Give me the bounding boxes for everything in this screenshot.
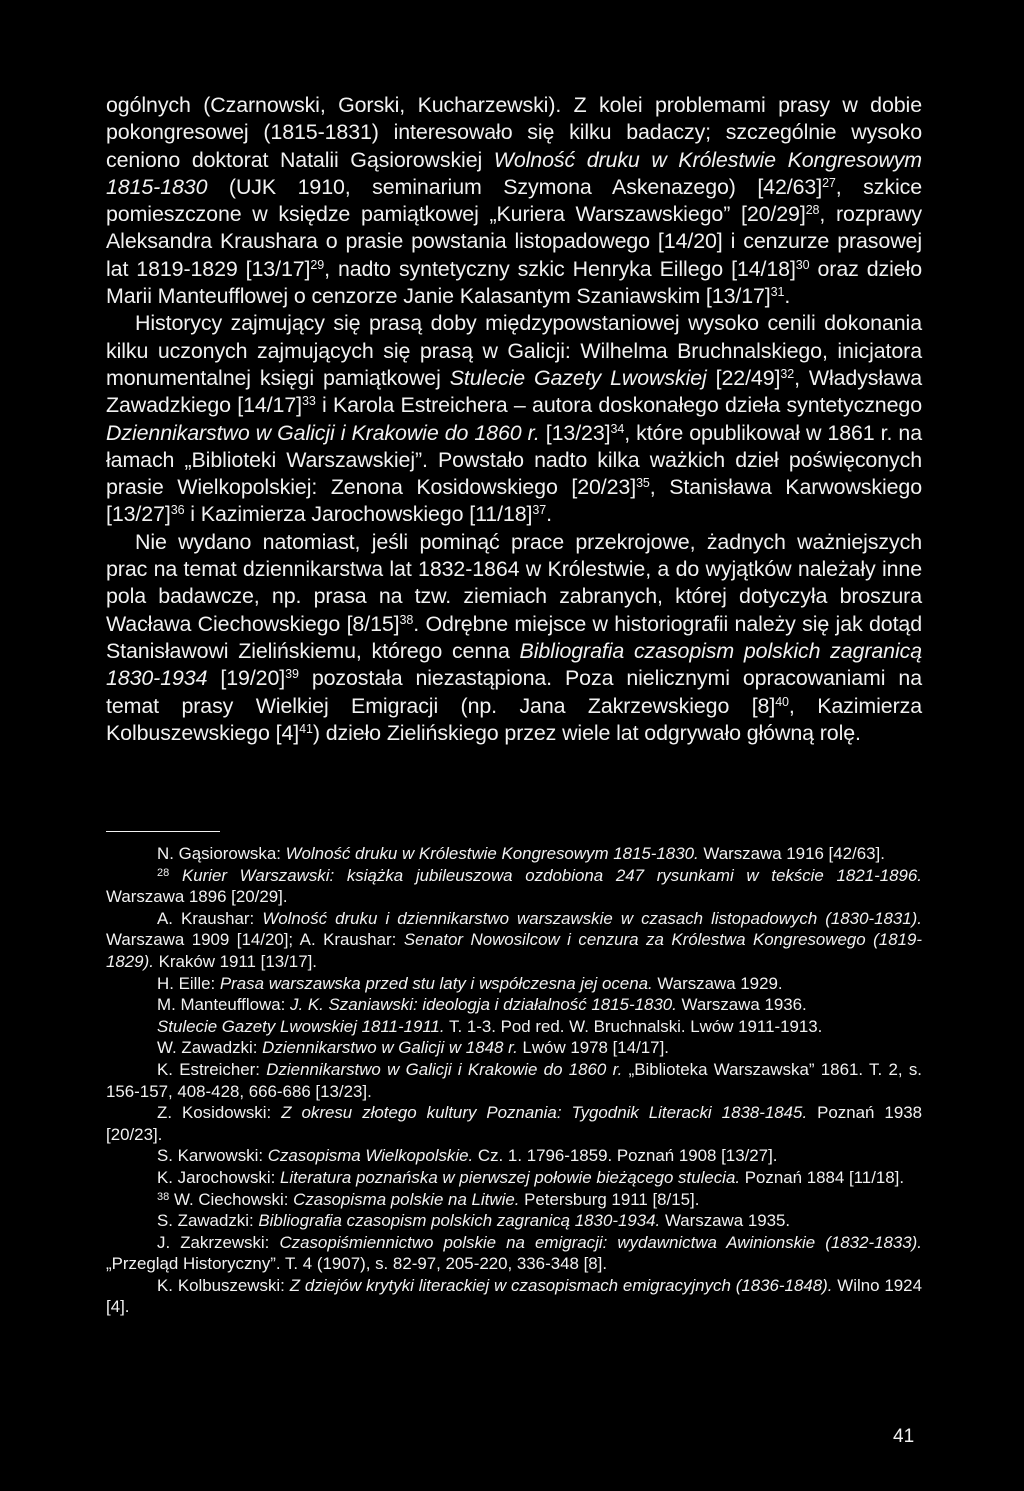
footnote [106, 1102, 922, 1145]
italic-title: Literatura poznańska w pierwszej połowie bieżącego stulecia. [279, 1167, 741, 1187]
body-text [106, 92, 922, 747]
italic-title: Z dziejów krytyki literackiej w czasopismach emigracyjnych (1836-1848). [289, 1275, 833, 1295]
text-run: (UJK 1910, seminarium Szymona Askenazego) [42/63] [207, 174, 823, 199]
text-run: . Odrębne miejsce w historiografii należy się jak dotąd Stanisławowi Zielińskiemu, którego cenna [106, 611, 923, 663]
footnote-ref: 29 [310, 257, 325, 272]
footnote [106, 1167, 922, 1189]
text-run: Petersburg 1911 [8/15]. [519, 1189, 700, 1209]
page-number: 41 [893, 1426, 915, 1447]
text-run: Warszawa 1929. [652, 973, 783, 993]
text-run: W. Ciechowski: [169, 1189, 294, 1209]
footnote-ref: 39 [285, 667, 299, 682]
text-run: K. Kolbuszewski: [157, 1275, 290, 1295]
italic-title: J. K. Szaniawski: ideologja i działalność 1815-1830. [290, 995, 677, 1015]
footnote-ref: 34 [610, 421, 625, 436]
text-run: , Stanisława Karwowskiego [13/27] [106, 475, 922, 527]
text-run: , które opublikował w 1861 r. na łamach „Biblioteki Warszawskiej”. Powstało nadto kilka ważkich dzieł poświęconych prasie Wielkopolskiej: Zenona Kosidowskiego [20/23] [106, 420, 923, 500]
text-run: A. Kraushar: [157, 908, 263, 928]
paragraph [106, 310, 922, 528]
footnote-marker: 28 [157, 866, 170, 879]
text-run: Historycy zajmujący się prasą doby międzypowstaniowej wysoko cenili dokonania kilku uczonych zajmujących się prasą w Galicji: Wilhelma Bruchnalskiego, inicjatora monumentalnej księgi pamiątkowej [106, 311, 922, 390]
text-run: K. Estreicher: [157, 1059, 267, 1079]
footnote-ref: 35 [636, 476, 650, 491]
text-run: . [784, 284, 791, 309]
footnote [106, 843, 922, 865]
footnote-ref: 40 [775, 694, 789, 709]
footnote [106, 994, 922, 1016]
footnote-marker: 38 [157, 1190, 170, 1203]
text-run: S. Zawadzki: [157, 1211, 259, 1231]
text-run: M. Manteufflowa: [157, 995, 290, 1015]
italic-title: Stulecie Gazety Lwowskiej [449, 365, 707, 390]
footnote [106, 1059, 922, 1102]
footnote-ref: 28 [805, 203, 820, 218]
text-run: Wilno 1924 [4]. [106, 1275, 922, 1317]
italic-title: Dziennikarstwo w Galicji w 1848 r. [262, 1038, 518, 1058]
text-run: N. Gąsiorowska: [157, 844, 286, 863]
italic-title: Dziennikarstwo w Galicji i Krakowie do 1860 r. [106, 420, 540, 445]
text-run: [19/20] [207, 666, 286, 691]
footnote [106, 1275, 922, 1318]
text-run: ogólnych (Czarnowski, Gorski, Kucharzewski). Z kolei problemami prasy w dobie pokongresowej (1815-1831) interesowało się kilku badaczy; szczególnie wysoko ceniono doktorat Natalii Gąsiorowskiej [106, 93, 922, 172]
italic-title: Wolność druku w Królestwie Kongresowym 1815-1830 [106, 147, 923, 199]
text-run: Nie wydano natomiast, jeśli pominąć prace przekrojowe, żadnych ważniejszych prac na temat dziennikarstwa lat 1832-1864 w Królestwie, a do wyjątków należały inne pola badawcze, np. prasa na tzw. ziemiach zabranych, której dotyczyła broszura Wacława Ciechowskiego [8/15] [106, 529, 922, 636]
footnotes [106, 843, 922, 1318]
text-run: , Władysława Zawadzkiego [14/17] [106, 365, 922, 418]
text-run: , rozprawy Aleksandra Kraushara o prasie powstania listopadowego [14/20] i cenzurze prasowej lat 1819-1829 [13/17] [106, 202, 922, 281]
paragraph [106, 529, 922, 747]
footnote [106, 1232, 922, 1275]
text-run: „Biblioteka Warszawska” 1861. T. 2, s. 156-157, 408-428, 666-686 [13/23]. [106, 1059, 922, 1101]
text-run: K. Jarochowski: [157, 1167, 280, 1187]
italic-title: Bibliografia czasopism polskich zagranicą 1830-1934 [106, 638, 923, 691]
text-run: W. Zawadzki: [157, 1038, 263, 1058]
footnote-ref: 32 [780, 366, 795, 381]
footnote [106, 973, 922, 995]
italic-title: Wolność druku i dziennikarstwo warszawskie w czasach listopadowych (1830-1831). [262, 908, 922, 928]
text-run: [13/23] [539, 420, 611, 445]
italic-title: Prasa warszawska przed stu laty i współczesna jej ocena. [219, 973, 653, 993]
footnote [106, 1037, 922, 1059]
italic-title: Czasopisma polskie na Litwie. [293, 1189, 520, 1209]
text-run: Warszawa 1909 [14/20]; A. Kraushar: [106, 930, 404, 950]
italic-title: Stulecie Gazety Lwowskiej 1811-1911. [157, 1016, 445, 1036]
text-run: . [546, 502, 552, 527]
text-run: T. 1-3. Pod red. W. Bruchnalski. Lwów 1911-1913. [444, 1016, 823, 1036]
text-run: Warszawa 1916 [42/63]. [698, 844, 885, 863]
footnote [106, 908, 922, 973]
text-run: Z. Kosidowski: [157, 1103, 282, 1123]
text-run: Lwów 1978 [14/17]. [517, 1038, 669, 1058]
text-run [169, 866, 182, 885]
text-run: Poznań 1938 [20/23]. [106, 1103, 923, 1144]
text-run: ) dzieło Zielińskiego przez wiele lat odgrywało główną rolę. [312, 720, 861, 745]
footnote-ref: 38 [399, 612, 414, 627]
text-run: „Przegląd Historyczny”. T. 4 (1907), s. 82-97, 205-220, 336-348 [8]. [106, 1254, 608, 1274]
footnote [106, 1189, 922, 1211]
text-run: Warszawa 1896 [20/29]. [106, 887, 288, 907]
footnote-ref: 27 [822, 175, 836, 190]
text-run: , Kazimierza Kolbuszewskiego [4] [106, 693, 922, 745]
footnote-ref: 31 [770, 285, 785, 300]
text-run: Warszawa 1935. [660, 1211, 791, 1231]
text-run: Kraków 1911 [13/17]. [153, 951, 317, 971]
text-run: i Kazimierza Jarochowskiego [11/18] [184, 502, 533, 527]
text-run: H. Eille: [157, 973, 220, 993]
footnote-ref: 37 [532, 503, 547, 518]
text-run: Warszawa 1936. [676, 995, 807, 1015]
italic-title: Czasopiśmiennictwo polskie na emigracji: wydawnictwa Awinionskie (1832-1833). [279, 1232, 922, 1252]
text-run: J. Zakrzewski: [157, 1232, 280, 1252]
footnote-separator [106, 831, 220, 832]
text-run: Cz. 1. 1796-1859. Poznań 1908 [13/27]. [473, 1146, 778, 1166]
text-run: S. Karwowski: [157, 1146, 268, 1166]
italic-title: Wolność druku w Królestwie Kongresowym 1815-1830. [285, 844, 699, 863]
text-run: , nadto syntetyczny szkic Henryka Eillego [14/18] [324, 256, 796, 281]
footnote-ref: 36 [170, 503, 185, 518]
italic-title: Dziennikarstwo w Galicji i Krakowie do 1860 r. [266, 1059, 623, 1079]
text-run: i Karola Estreichera – autora doskonałego dzieła syntetycznego [315, 393, 922, 418]
text-run: [22/49] [706, 365, 781, 390]
text-run: pozostała niezastąpiona. Poza nielicznymi opracowaniami na temat prasy Wielkiej Emigracji (np. Jana Zakrzewskiego [8] [106, 666, 922, 718]
footnote [106, 1210, 922, 1232]
paragraph [106, 92, 922, 310]
italic-title: Kurier Warszawski: książka jubileuszowa ozdobiona 247 rysunkami w tekście 1821-1896. [181, 865, 922, 885]
footnote-ref: 30 [795, 257, 810, 272]
italic-title: Czasopisma Wielkopolskie. [267, 1146, 474, 1166]
footnote [106, 865, 922, 908]
footnote [106, 1145, 922, 1167]
footnote-ref: 41 [299, 721, 313, 736]
italic-title: Z okresu złotego kultury Poznania: Tygodnik Literacki 1838-1845. [281, 1103, 808, 1123]
footnote-ref: 33 [301, 394, 316, 409]
text-run: oraz dzieło Marii Manteufflowej o cenzorze Janie Kalasantym Szaniawskim [13/17] [106, 256, 922, 309]
footnote [106, 1016, 922, 1038]
italic-title: Senator Nowosilcow i cenzura za Królestwa Kongresowego (1819-1829). [106, 930, 922, 971]
text-run: Poznań 1884 [11/18]. [740, 1167, 905, 1187]
text-run: , szkice pomieszczone w księdze pamiątkowej „Kuriera Warszawskiego” [20/29] [106, 174, 922, 227]
italic-title: Bibliografia czasopism polskich zagranicą 1830-1934. [258, 1211, 661, 1231]
